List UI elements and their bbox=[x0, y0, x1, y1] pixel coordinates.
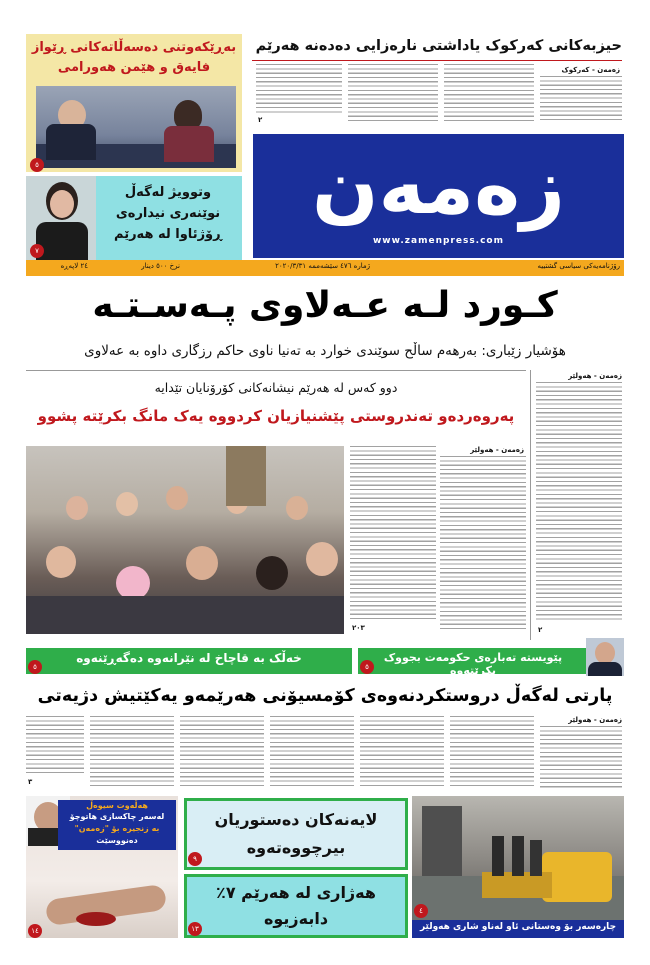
page-marker: ٤ bbox=[414, 904, 428, 918]
official-portrait bbox=[586, 638, 624, 676]
health-byline: زەمەن - هەولێر bbox=[470, 446, 524, 454]
top-left-feature-title: بەڕێکەوتنی دەسەڵاتەکانی ڕێواز فایەق و هێمن هەورامی bbox=[31, 40, 237, 75]
columnist-writes: دەنووسێت bbox=[96, 836, 138, 845]
page-marker: ٥ bbox=[30, 158, 44, 172]
columnist-series: بە زنجیرە بۆ "زەمەن" bbox=[74, 824, 160, 833]
main-subhead: هۆشیار زێباری: بەرهەم ساڵح سوێندی خوارد بە تەنیا ناوی حاکم رزگاری داوە بە عەلاوی bbox=[84, 343, 566, 359]
columnist-name: هەڵەوت سیوەڵ bbox=[86, 801, 148, 810]
constitution-text: لایەنەکان دەستوریان بیرچووەتەوە bbox=[214, 810, 378, 857]
main-headline: کـورد لـه عـەلاوی پـەسـتـه bbox=[92, 285, 558, 326]
party-headline: پارتی لەگەڵ دروستکردنەوەی کۆمسیۆنی هەرێمەو یەکێتیش دژیەتی bbox=[37, 686, 613, 706]
kirkuk-story-title: حیزبەکانی کەرکوک یاداشتی نارەزایی دەدەنە هەرێم bbox=[255, 38, 622, 54]
smuggling-banner-text: خەڵک بە قاچاخ لە نێرانەوە دەگەڕێنەوە bbox=[76, 651, 302, 665]
classroom-photo bbox=[26, 446, 344, 634]
columnist-topic: لەسەر چاکسازی هاتوچۆ bbox=[69, 812, 165, 821]
health-page-ref: ٢٠٣ bbox=[352, 624, 365, 632]
flood-photo bbox=[412, 796, 624, 920]
page-marker: ٩ bbox=[188, 852, 202, 866]
meeting-photo bbox=[36, 86, 236, 168]
health-kicker: دوو کەس لە هەرێم نیشانەکانی کۆرۆنایان تێدایە bbox=[154, 380, 398, 395]
health-headline: پەروەردەو تەندروستی پێشنیازیان کردووە یەک مانگ بکرێتە پشوو bbox=[37, 407, 515, 425]
main-page-ref: ٢ bbox=[538, 626, 543, 634]
kirkuk-byline: زەمەن - کەرکوک bbox=[561, 66, 620, 74]
page-marker: ٧ bbox=[30, 244, 44, 258]
party-page-ref: ٣ bbox=[28, 778, 33, 786]
page-marker: ١٤ bbox=[28, 924, 42, 938]
issue-number: ژمارە ٤٧٦ سێشەممە ٢٠٢٠/٣/٣١ bbox=[275, 262, 370, 270]
poverty-text: هەژاری لە هەرێم ٧٪ دابەزیوە bbox=[216, 883, 376, 928]
page-marker: ١٣ bbox=[188, 922, 202, 936]
tagline: رۆژنامەیەکی سیاسی گشتییە bbox=[537, 262, 620, 270]
logo: زەمەن bbox=[311, 142, 566, 232]
party-byline: زەمەن - هەولێر bbox=[568, 716, 622, 724]
website-url: www.zamenpress.com bbox=[372, 236, 504, 246]
flood-caption: چارەسەر بۆ وەستانی ئاو لەناو شاری هەولێر bbox=[419, 922, 617, 932]
page-count: ٢٤ لاپەڕە bbox=[60, 262, 88, 270]
price: نرخ ٥٠٠ دینار bbox=[141, 262, 180, 270]
interview-title: وتوویژ لەگەڵ نوێنەری نیدارەی ڕۆژئاوا لە هەرێم bbox=[114, 185, 222, 242]
page-marker: ٥ bbox=[28, 660, 42, 674]
government-banner-text: پێویستە تەبارەی حکومەت بجووک بکرێتەوە bbox=[383, 651, 563, 677]
main-byline: زەمەن - هەولێر bbox=[568, 372, 622, 380]
page-marker: ٥ bbox=[360, 660, 374, 674]
kirkuk-page-ref: ٢ bbox=[258, 116, 263, 124]
